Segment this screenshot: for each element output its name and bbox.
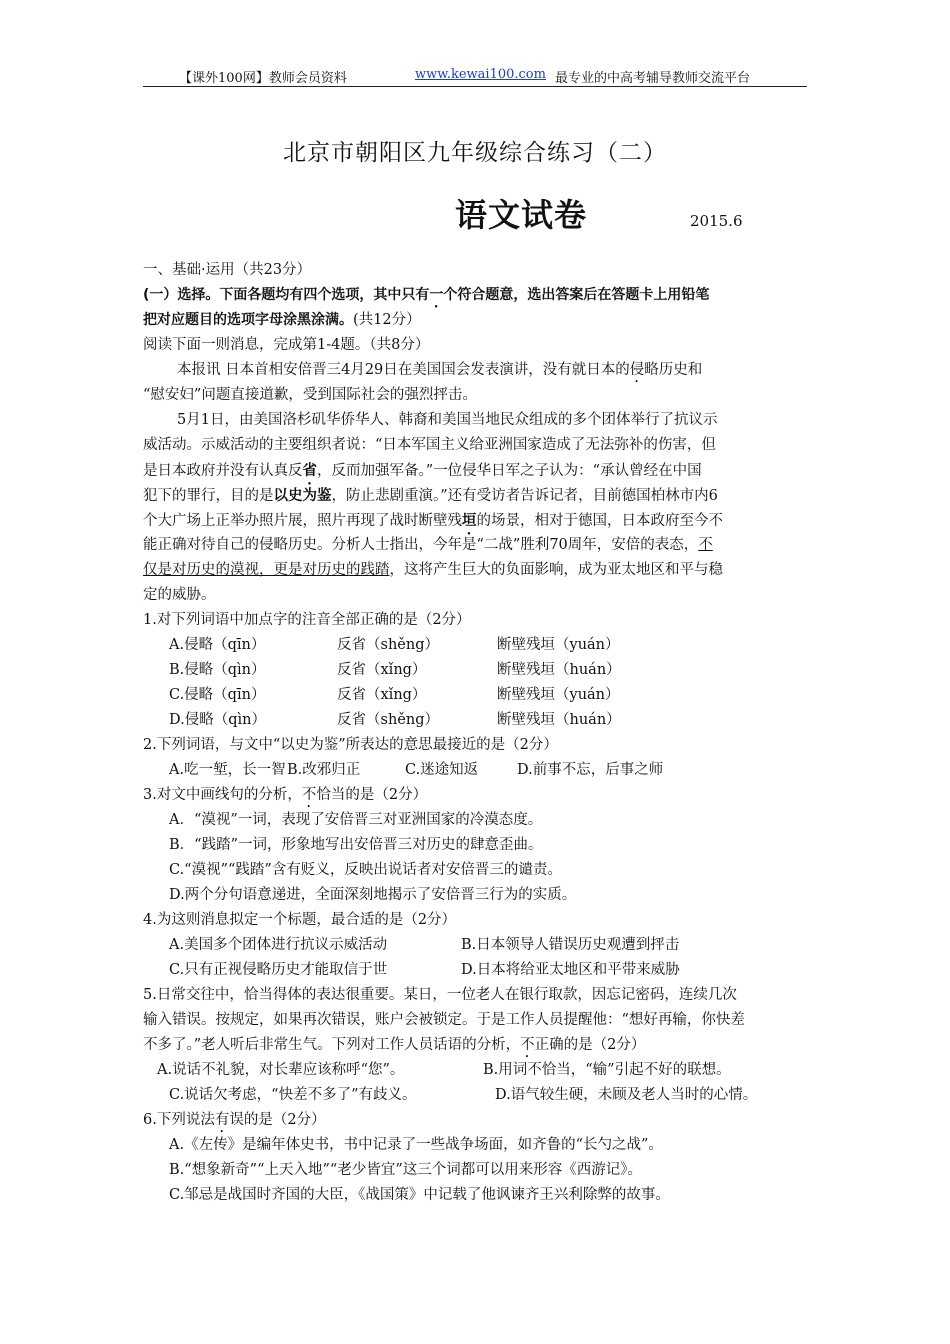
- page-header: [143, 64, 807, 87]
- passage-line: 能正确对待自己的侵略历史。分析人士指出，今年是“二战”胜利70周年，安倍的表态，不: [143, 537, 713, 553]
- header-source-text: 【课外100网】教师会员资料: [179, 71, 347, 86]
- question-1-option-c: C.侵略（qīn） 反省（xǐng） 断壁残垣（yuán）: [169, 687, 620, 703]
- question-1-option-a: A.侵略（qīn） 反省（shěng） 断壁残垣（yuán）: [169, 637, 620, 653]
- question-5-stem: 5.日常交往中，恰当得体的表达很重要。某日，一位老人在银行取款，因忘记密码，连续几次: [143, 987, 737, 1003]
- question-1-option-b: B.侵略（qìn） 反省（xǐng） 断壁残垣（huán）: [169, 662, 621, 678]
- passage-line: 定的威胁。: [143, 587, 216, 603]
- question-1-stem: 1.对下列词语中加点字的注音全部正确的是（2分）: [143, 612, 471, 628]
- exam-date: 2015.6: [690, 212, 743, 230]
- question-1-option-d: D.侵略（qìn） 反省（shěng） 断壁残垣（huán）: [169, 712, 621, 728]
- header-slogan: 最专业的中高考辅导教师交流平台: [555, 71, 751, 86]
- question-3-stem: 3.对文中画线句的分析，不恰当的是（2分）: [143, 787, 428, 803]
- question-2-stem: 2.下列词语，与文中“以史为鉴”所表达的意思最接近的是（2分）: [143, 737, 558, 753]
- choice-instructions-line2: 把对应题目的选项字母涂黑涂满。(共12分）: [143, 312, 421, 328]
- choice-instructions-line1: (一）选择。下面各题均有四个选项，其中只有一个符合题意，选出答案后在答题卡上用铅笔: [143, 287, 710, 303]
- passage-line: 是日本政府并没有认真反省，反而加强军备。”一位侵华日军之子认为：“承认曾经在中国: [143, 462, 702, 479]
- passage-line: 威活动。示威活动的主要组织者说：“日本军国主义给亚洲国家造成了无法弥补的伤害，但: [143, 437, 716, 453]
- reading-intro: 阅读下面一则消息，完成第1-4题。（共8分）: [143, 337, 430, 353]
- question-6-option-b: B.“想象新奇”“上天入地”“老少皆宜”这三个词都可以用来形容《西游记》。: [169, 1162, 642, 1178]
- question-3-option-d: D.两个分句语意递进，全面深刻地揭示了安倍晋三行为的实质。: [169, 887, 577, 903]
- passage-line: 5月1日，由美国洛杉矶华侨华人、韩裔和美国当地民众组成的多个团体举行了抗议示: [177, 412, 718, 428]
- question-3-option-a: A．“漠视”一词，表现了安倍晋三对亚洲国家的冷漠态度。: [169, 812, 543, 828]
- exam-title: 北京市朝阳区九年级综合练习（二）: [283, 140, 667, 166]
- question-6-stem: 6.下列说法有误的是（2分）: [143, 1112, 326, 1128]
- question-5-stem: 输入错误。按规定，如果再次错误，账户会被锁定。于是工作人员提醒他：“想好再输，你快差: [143, 1012, 745, 1028]
- question-4-options-row2: C.只有正视侵略历史才能取信于世 D.日本将给亚太地区和平带来威胁: [169, 962, 680, 978]
- question-5-options-row1: A.说话不礼貌，对长辈应该称呼“您”。 B.用词不恰当，“输”引起不好的联想。: [157, 1062, 731, 1078]
- passage-line: 个大广场上正举办照片展，照片再现了战时断壁残垣的场景，相对于德国，日本政府至今不: [143, 512, 723, 529]
- question-6-option-c: C.邹忌是战国时齐国的大臣，《战国策》中记载了他讽谏齐王兴利除弊的故事。: [169, 1187, 670, 1203]
- news-passage: [143, 358, 809, 608]
- question-2-options: A.吃一堑，长一智B.改邪归正 C.迷途知返 D.前事不忘，后事之师: [169, 762, 664, 778]
- exam-content: [143, 258, 809, 1208]
- passage-line: 犯下的罪行，目的是以史为鉴，防止悲剧重演。”还有受访者告诉记者，目前德国柏林市内6: [143, 487, 718, 504]
- section-heading: 一、基础·运用（共23分）: [143, 262, 312, 278]
- question-5-stem: 不多了。”老人听后非常生气。下列对工作人员话语的分析，不正确的是（2分）: [143, 1037, 646, 1053]
- question-3-option-c: C.“漠视”“践踏”含有贬义，反映出说话者对安倍晋三的谴责。: [169, 862, 562, 878]
- question-3-option-b: B．“践踏”一词，形象地写出安倍晋三对历史的肆意歪曲。: [169, 837, 543, 853]
- header-website-link[interactable]: www.kewai100.com: [415, 67, 546, 82]
- question-4-options-row1: A.美国多个团体进行抗议示威活动 B.日本领导人错误历史观遭到抨击: [169, 937, 680, 953]
- question-6-option-a: A.《左传》是编年体史书，书中记录了一些战争场面，如齐鲁的“长勺之战”。: [169, 1137, 663, 1153]
- passage-line: 本报讯 日本首相安倍晋三4月29日在美国国会发表演讲，没有就日本的侵略历史和: [177, 362, 703, 378]
- question-4-stem: 4.为这则消息拟定一个标题，最合适的是（2分）: [143, 912, 457, 928]
- question-5-options-row2: C.说话欠考虑，“快差不多了”有歧义。 D.语气较生硬，未顾及老人当时的心情。: [169, 1087, 758, 1103]
- exam-subject-title: 语文试卷: [455, 196, 588, 234]
- passage-line: 仅是对历史的漠视，更是对历史的践踏，这将产生巨大的负面影响，成为亚太地区和平与稳: [143, 562, 723, 578]
- passage-line: “慰安妇”问题直接道歉，受到国际社会的强烈抨击。: [143, 387, 477, 403]
